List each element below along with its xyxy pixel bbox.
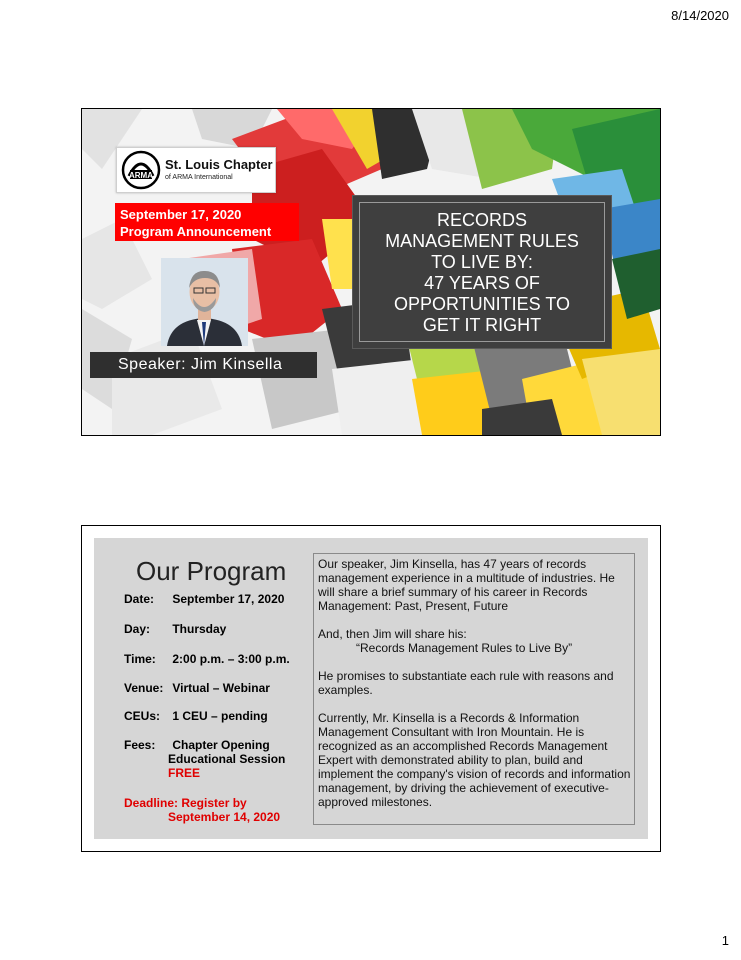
presentation-title-box: [352, 195, 612, 349]
info-venue: [124, 681, 270, 695]
info-ceus: [124, 709, 268, 723]
info-day: [124, 622, 226, 636]
slide-announcement: [81, 108, 661, 436]
program-announcement-banner: [115, 203, 299, 241]
speaker-portrait-icon: [161, 258, 248, 346]
seal-text: ARMA: [129, 171, 153, 180]
desc-paragraph: Our speaker, Jim Kinsella, has 47 years of records management experience in a multitude of industries. He will share a brief summary of his career in Records Management: Past, Present, Future: [318, 557, 615, 613]
slide-program-details: [81, 525, 661, 852]
info-time: [124, 652, 290, 666]
title-line: OPPORTUNITIES TO: [393, 294, 571, 314]
desc-paragraph: [318, 627, 634, 655]
info-value-cont: Educational Session: [168, 752, 286, 766]
title-line: 47 YEARS OF: [424, 273, 540, 293]
info-label: Time:: [124, 652, 156, 666]
chapter-logo: [116, 147, 276, 193]
speaker-photo: [161, 258, 248, 346]
info-label: Date:: [124, 592, 155, 606]
info-value: Chapter Opening: [172, 738, 270, 752]
info-value: 2:00 p.m. – 3:00 p.m.: [172, 652, 290, 666]
program-panel: [94, 538, 648, 839]
title-line: MANAGEMENT RULES: [385, 231, 579, 251]
desc-paragraph: He promises to substantiate each rule with reasons and examples.: [318, 669, 614, 697]
info-date: [124, 592, 284, 606]
info-value: Thursday: [172, 622, 227, 636]
speaker-name-bar: Speaker: Jim Kinsella: [90, 352, 317, 378]
announcement-label: Program Announcement: [120, 224, 272, 239]
desc-quote: “Records Management Rules to Live By”: [356, 641, 573, 655]
title-line: GET IT RIGHT: [422, 315, 542, 335]
title-line: TO LIVE BY:: [431, 252, 533, 272]
fee-free: FREE: [168, 766, 201, 780]
program-title: Our Program: [136, 556, 287, 586]
title-line: RECORDS: [436, 210, 527, 230]
info-label: CEUs:: [124, 709, 161, 723]
info-label: Day:: [124, 622, 151, 636]
presentation-title: [361, 210, 603, 336]
chapter-name: St. Louis Chapter: [165, 157, 273, 172]
program-description: [313, 553, 635, 825]
deadline-date: September 14, 2020: [168, 810, 281, 824]
page-date: 8/14/2020: [671, 8, 729, 23]
info-value: Virtual – Webinar: [172, 681, 270, 695]
info-deadline: [124, 796, 280, 824]
desc-intro: And, then Jim will share his:: [318, 627, 467, 641]
info-fees: [124, 738, 285, 780]
info-value: 1 CEU – pending: [172, 709, 268, 723]
desc-paragraph: Currently, Mr. Kinsella is a Records & Information Management Consultant with Iron Mountain. He is recognized as an accomplished Records Management Expert with demonstrated ability to plan, build and implement the company's vision of records and information management, by driving the achievement of executive-approved milestones.: [318, 711, 631, 809]
info-label: Venue:: [124, 681, 164, 695]
chapter-subtitle: of ARMA International: [165, 174, 233, 181]
info-value: September 17, 2020: [172, 592, 285, 606]
info-label: Fees:: [124, 738, 156, 752]
announcement-date: September 17, 2020: [120, 207, 242, 222]
page-number: 1: [721, 933, 729, 948]
deadline-label: Deadline: Register by: [124, 796, 247, 810]
arma-seal-icon: [121, 150, 161, 190]
